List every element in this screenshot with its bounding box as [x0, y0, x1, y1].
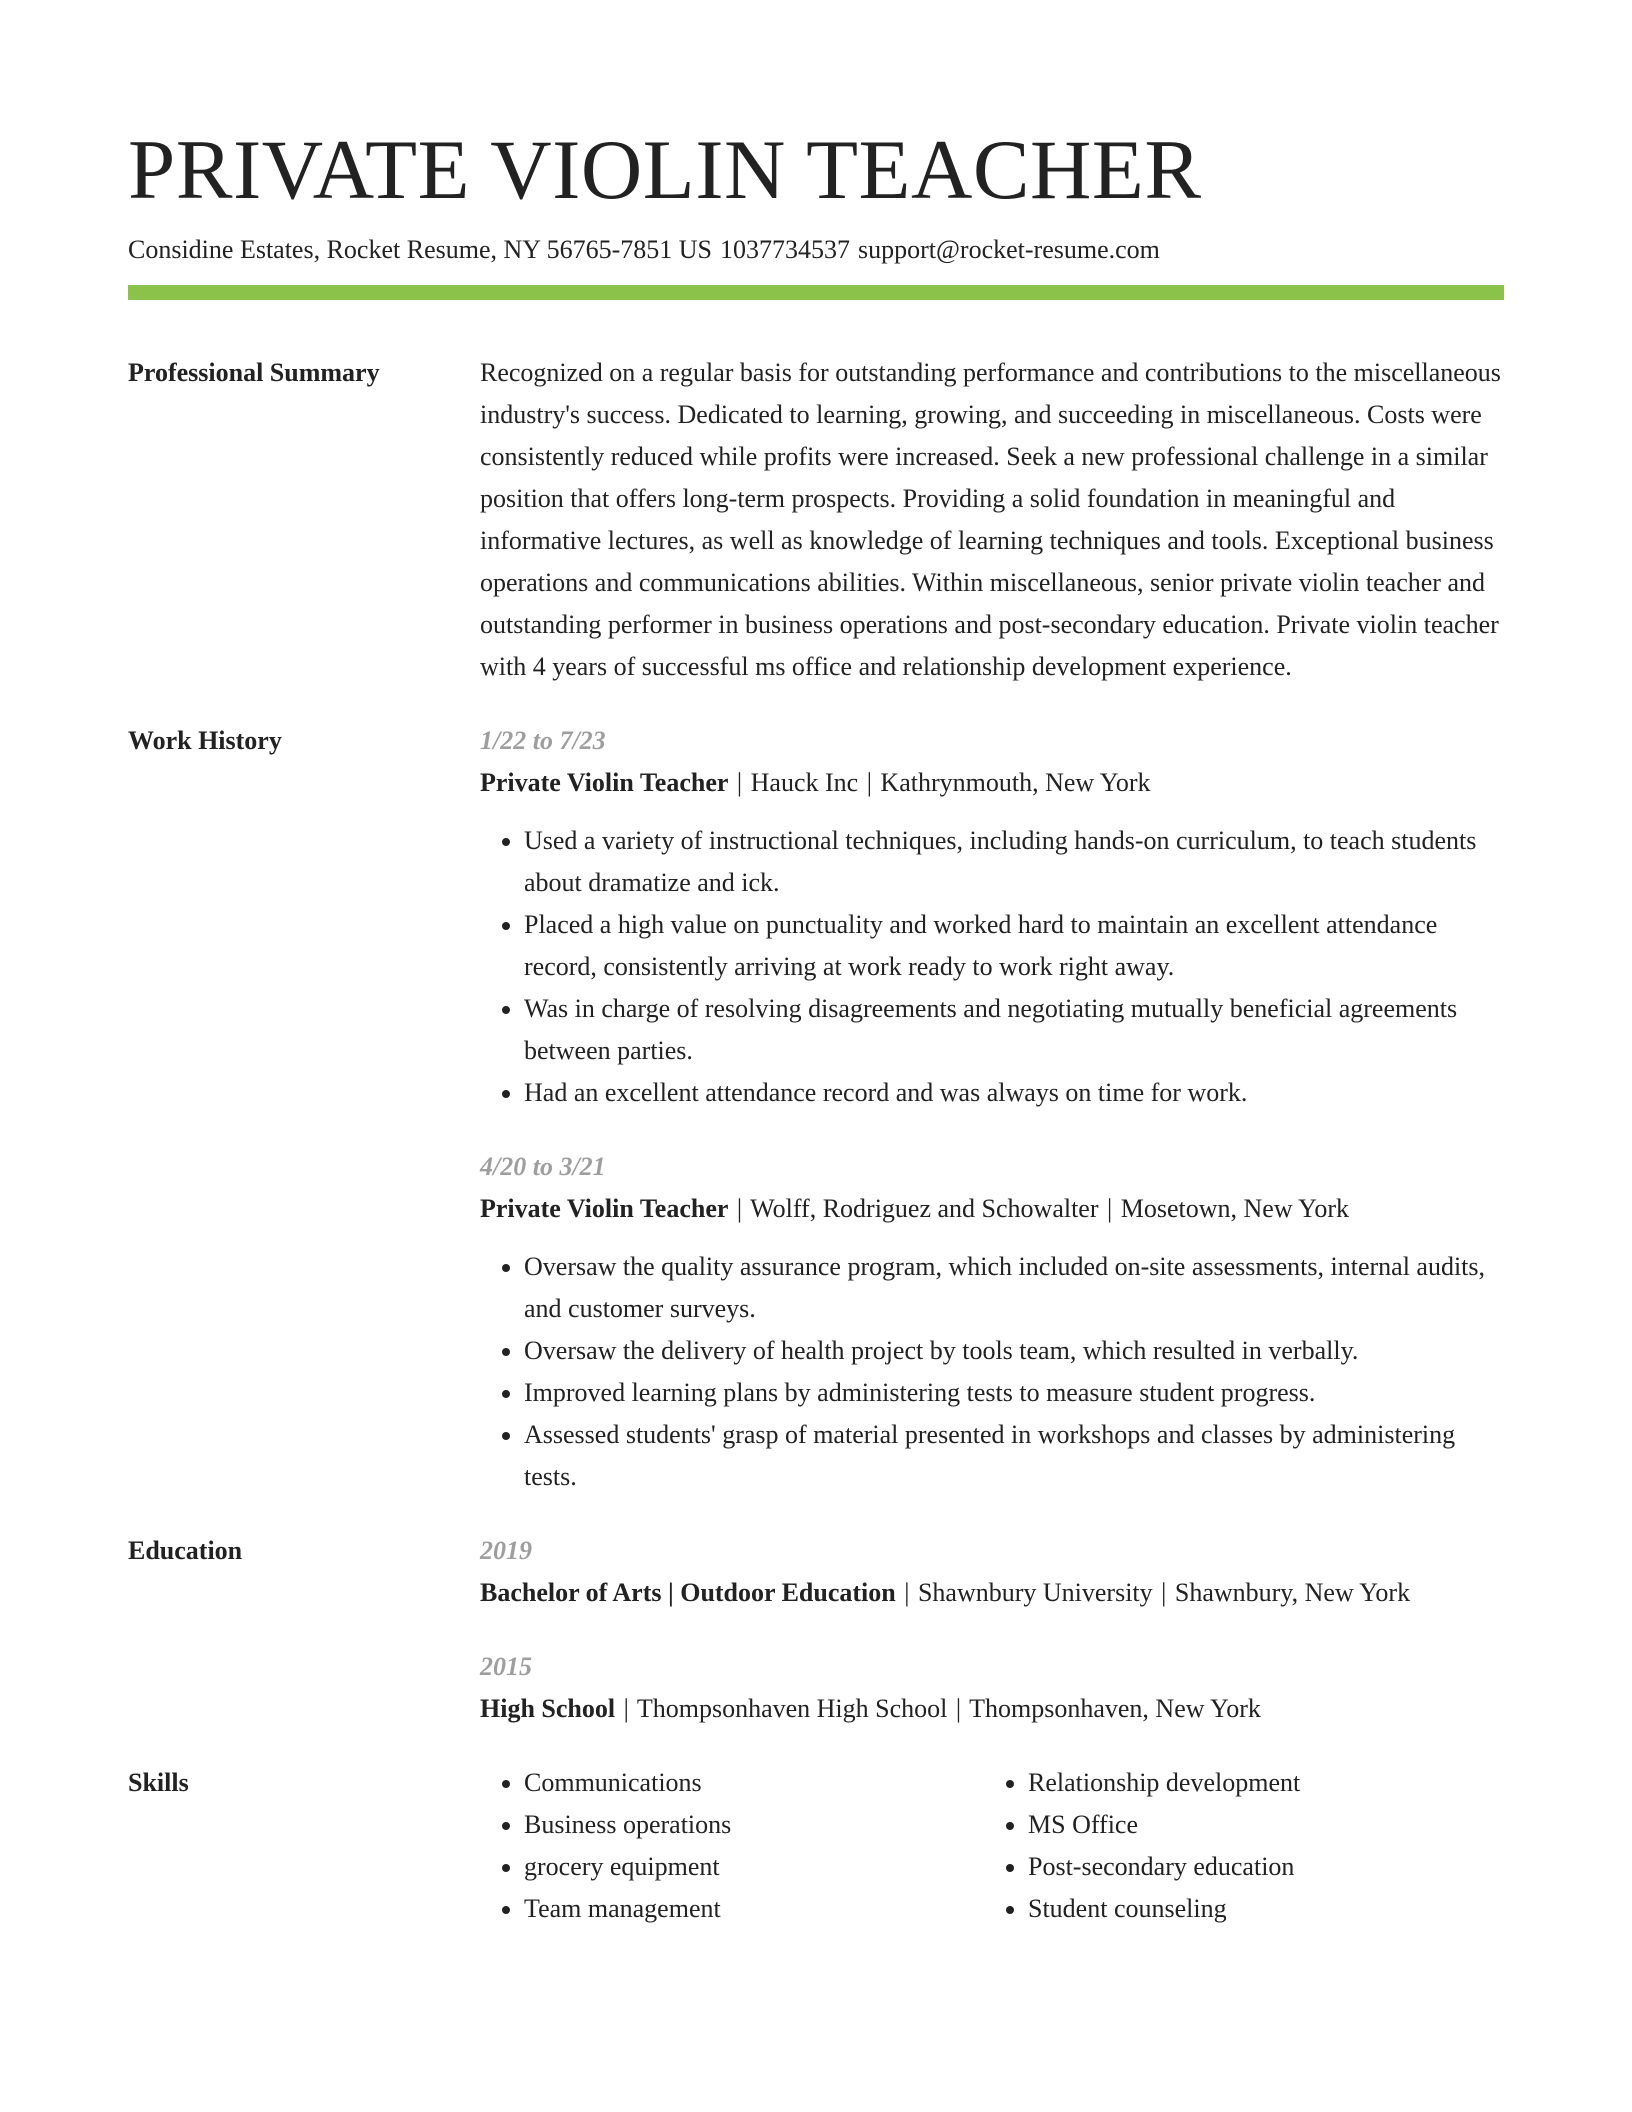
summary-section: [128, 352, 1504, 688]
skill-item: • Student counseling: [1028, 1888, 1464, 1930]
separator: |: [623, 1694, 629, 1723]
education-degree: Bachelor of Arts | Outdoor Education: [480, 1578, 896, 1607]
section-title-skills: Skills: [128, 1768, 189, 1797]
separator: |: [736, 1194, 743, 1223]
education-location: Thompsonhaven, New York: [969, 1694, 1261, 1723]
job-bullets: [480, 1246, 1504, 1498]
contact-phone: 1037734537: [719, 235, 850, 264]
skill-item: • MS Office: [1028, 1804, 1464, 1846]
contact-line: [128, 232, 1504, 268]
job-dates: 4/20 to 3/21: [480, 1152, 606, 1181]
education-year: 2019: [480, 1536, 532, 1565]
job-company: Wolff, Rodriguez and Schowalter: [750, 1194, 1099, 1223]
skill-item: • Communications: [524, 1762, 984, 1804]
skills-list-right: [984, 1762, 1464, 1930]
contact-email[interactable]: support@rocket-resume.com: [857, 235, 1160, 264]
list-item: • Oversaw the delivery of health project by tools team, which resulted in verbally.: [524, 1330, 1504, 1372]
skill-item: • Team management: [524, 1888, 984, 1930]
resume-page: [128, 118, 1504, 1930]
job-location: Mosetown, New York: [1120, 1194, 1349, 1223]
list-item: • Was in charge of resolving disagreements and negotiating mutually beneficial agreements between parties.: [524, 988, 1504, 1072]
job-bullets: [480, 820, 1504, 1114]
job-entry: [480, 720, 1504, 1114]
education-section: [128, 1530, 1504, 1730]
skills-section: [128, 1762, 1504, 1930]
job-company: Hauck Inc: [750, 768, 859, 797]
header-divider: [128, 285, 1504, 300]
summary-text: Recognized on a regular basis for outstanding performance and contributions to the miscellaneous industry's success. Dedicated to learning, growing, and succeeding in miscellaneous. Costs were consistently reduced while profits were increased. Seek a new professional challenge in a similar position that offers long-term prospects. Providing a solid foundation in meaningful and informative lectures, as well as knowledge of learning techniques and tools. Exceptional business operations and communications abilities. Within miscellaneous, senior private violin teacher and outstanding performer in business operations and post-secondary education. Private violin teacher with 4 years of successful ms office and relationship development experience.: [480, 358, 1501, 681]
job-entry: [480, 1146, 1504, 1498]
education-degree: High School: [480, 1694, 616, 1723]
skills-list-left: [480, 1762, 984, 1930]
skill-item: • grocery equipment: [524, 1846, 984, 1888]
education-entry: [480, 1530, 1504, 1614]
job-position: Private Violin Teacher: [480, 768, 729, 797]
separator: |: [904, 1578, 910, 1607]
separator: |: [1107, 1194, 1113, 1223]
education-location: Shawnbury, New York: [1174, 1578, 1411, 1607]
skills-grid: [480, 1762, 1504, 1930]
education-header: [480, 1572, 1504, 1614]
separator: |: [1161, 1578, 1167, 1607]
list-item: • Assessed students' grasp of material presented in workshops and classes by administering tests.: [524, 1414, 1504, 1498]
list-item: • Had an excellent attendance record and was always on time for work.: [524, 1072, 1504, 1114]
list-item: • Used a variety of instructional techniques, including hands-on curriculum, to teach students about dramatize and ick.: [524, 820, 1504, 904]
list-item: • Improved learning plans by administering tests to measure student progress.: [524, 1372, 1504, 1414]
list-item: • Placed a high value on punctuality and worked hard to maintain an excellent attendance record, consistently arriving at work ready to work right away.: [524, 904, 1504, 988]
skill-item: • Business operations: [524, 1804, 984, 1846]
job-header: [480, 1188, 1504, 1230]
education-school: Shawnbury University: [917, 1578, 1153, 1607]
resume-name: PRIVATE VIOLIN TEACHER: [128, 123, 1202, 217]
skill-item: • Relationship development: [1028, 1762, 1464, 1804]
separator: |: [955, 1694, 962, 1723]
education-year: 2015: [480, 1652, 532, 1681]
separator: |: [866, 768, 872, 797]
job-location: Kathrynmouth, New York: [880, 768, 1151, 797]
job-dates: 1/22 to 7/23: [480, 726, 606, 755]
job-position: Private Violin Teacher: [480, 1194, 729, 1223]
work-history-section: [128, 720, 1504, 1498]
education-school: Thompsonhaven High School: [636, 1694, 948, 1723]
list-item: • Oversaw the quality assurance program, which included on-site assessments, internal audits, and customer surveys.: [524, 1246, 1504, 1330]
section-title-summary: Professional Summary: [128, 358, 380, 387]
job-header: [480, 762, 1504, 804]
separator: |: [736, 768, 743, 797]
contact-address: Considine Estates, Rocket Resume, NY 56765-7851 US: [128, 235, 712, 264]
section-title-work-history: Work History: [128, 726, 282, 755]
education-entry: [480, 1646, 1504, 1730]
education-header: [480, 1688, 1504, 1730]
section-title-education: Education: [128, 1536, 243, 1565]
skill-item: • Post-secondary education: [1028, 1846, 1464, 1888]
